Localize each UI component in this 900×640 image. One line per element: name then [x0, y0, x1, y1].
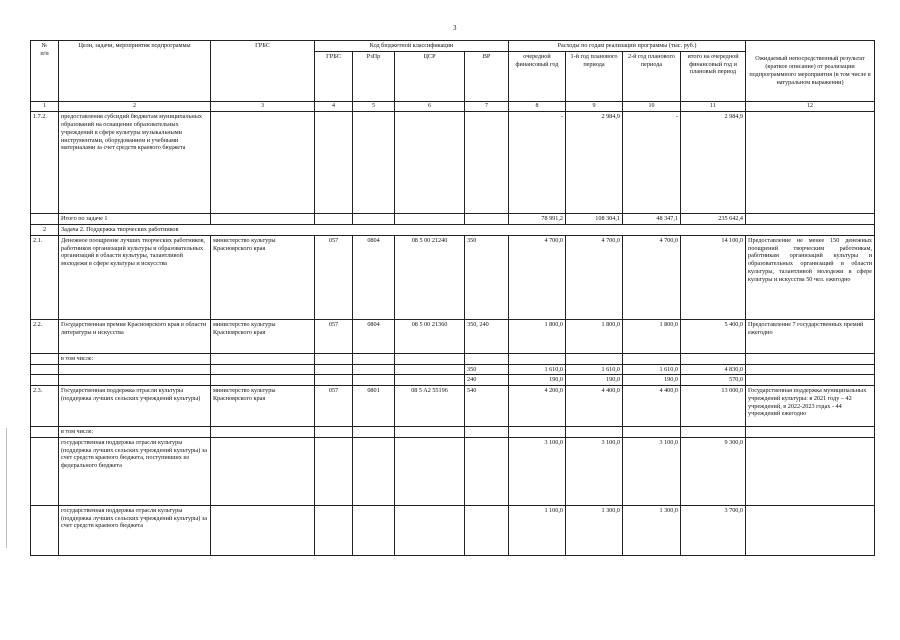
row-year2: 1 300,0	[623, 505, 681, 555]
row-year0: 78 991,2	[509, 214, 566, 225]
row-year0: 1 100,0	[509, 505, 566, 555]
table-row	[31, 505, 875, 555]
row-rzpr: 0804	[353, 235, 395, 319]
table-row	[31, 319, 875, 353]
scan-margin-line	[6, 428, 7, 548]
row-total: 235 642,4	[681, 214, 746, 225]
header-year2: 2-й год планового периода	[623, 51, 681, 101]
row-year2: 4 400,0	[623, 386, 681, 427]
header-bk-rzpr: РзПр	[353, 51, 395, 101]
row-name: Государственная поддержка отрасли культуры (поддержка лучших сельских учреждений культуры)	[59, 386, 211, 427]
row-grbs: министерство культуры Красноярского края	[211, 319, 315, 353]
row-year2: 4 700,0	[623, 235, 681, 319]
table-row	[31, 235, 875, 319]
col-number: 6	[395, 101, 465, 112]
row-total: 4 830,0	[681, 364, 746, 375]
header-result: Ожидаемый непосредственный результат (краткое описание) от реализации подпрограммного мероприятия (в том числе в натуральном выражении)	[746, 41, 875, 102]
row-rzpr: 0804	[353, 319, 395, 353]
row-year1: 3 100,0	[566, 437, 623, 505]
row-name: Денежное поощрение лучших творческих работников, работников организаций культуры и образовательных организаций в области культуры, талантливой молодежи в сфере культуры и искусства	[59, 235, 211, 319]
col-number: 10	[623, 101, 681, 112]
row-year1: 2 984,9	[566, 112, 623, 214]
row-year0: 4 200,0	[509, 386, 566, 427]
row-year2: 1 800,0	[623, 319, 681, 353]
col-number: 12	[746, 101, 875, 112]
row-year1: 1 610,0	[566, 364, 623, 375]
header-expenses: Расходы по годам реализации программы (тыс. руб.)	[509, 41, 746, 52]
row-year0: 1 800,0	[509, 319, 566, 353]
header-year0: очередной финансовый год	[509, 51, 566, 101]
row-code: 057	[315, 386, 353, 427]
col-number: 9	[566, 101, 623, 112]
col-number: 7	[465, 101, 509, 112]
row-year1: 108 304,1	[566, 214, 623, 225]
row-year2: 3 100,0	[623, 437, 681, 505]
table-row	[31, 375, 875, 386]
row-vr: 240	[465, 375, 509, 386]
row-total: 9 300,0	[681, 437, 746, 505]
row-csr: 08 5 A2 55196	[395, 386, 465, 427]
row-year0: 1 610,0	[509, 364, 566, 375]
row-total: 570,0	[681, 375, 746, 386]
row-year2: -	[623, 112, 681, 214]
row-vr: 350	[465, 235, 509, 319]
row-year2: 190,0	[623, 375, 681, 386]
row-year0: 4 700,0	[509, 235, 566, 319]
header-total: итого на очередной финансовый год и плановый период	[681, 51, 746, 101]
header-bk-csr: ЦСР	[395, 51, 465, 101]
col-number: 2	[59, 101, 211, 112]
row-total: 5 400,0	[681, 319, 746, 353]
header-grbs: ГРБС	[211, 41, 315, 102]
row-num: 2.2.	[31, 319, 59, 353]
row-vr: 350, 240	[465, 319, 509, 353]
row-total: 3 700,0	[681, 505, 746, 555]
table-row	[31, 353, 875, 364]
row-num: 2.1.	[31, 235, 59, 319]
row-result: Государственная поддержка муниципальных учреждений культуры: в 2021 году – 42 учреждений, в 2022-2023 годах - 44 учреждений ежегодно	[746, 386, 875, 427]
row-name: Итого по задаче 1	[59, 214, 211, 225]
row-subheading: в том числе:	[59, 353, 211, 364]
row-rzpr: 0801	[353, 386, 395, 427]
header-goals: Цели, задачи, мероприятия подпрограммы	[59, 41, 211, 102]
row-grbs: министерство культуры Красноярского края	[211, 386, 315, 427]
col-number: 8	[509, 101, 566, 112]
row-vr: 540	[465, 386, 509, 427]
row-year1: 1 300,0	[566, 505, 623, 555]
row-year0: 3 100,0	[509, 437, 566, 505]
row-year1: 4 700,0	[566, 235, 623, 319]
row-year0: 190,0	[509, 375, 566, 386]
col-number: 3	[211, 101, 315, 112]
table-row	[31, 386, 875, 427]
row-year2: 1 610,0	[623, 364, 681, 375]
row-year2: 48 347,1	[623, 214, 681, 225]
row-code: 057	[315, 319, 353, 353]
row-code: 057	[315, 235, 353, 319]
row-name: предоставления субсидий бюджетам муниципальных образований на оснащение образовательных учреждений в сфере культуры музыкальными инструментами, оборудованием и учебными материалами за счет средств краевого бюджета	[59, 112, 211, 214]
row-subheading: в том числе:	[59, 427, 211, 438]
page-number: 3	[453, 24, 457, 32]
row-name: Государственная премия Красноярского края в области литературы и искусства	[59, 319, 211, 353]
row-num: 2.3.	[31, 386, 59, 427]
row-result: Предоставление не менее 150 денежных поощрений творческим работникам, работникам организаций культуры и образовательных организаций в области культуры, талантливой молодежи в сфере культуры и искусства 50 чел. ежегодно	[746, 235, 875, 319]
row-year1: 4 400,0	[566, 386, 623, 427]
header-bk-vr: ВР	[465, 51, 509, 101]
header-year1: 1-й год планового периода	[566, 51, 623, 101]
col-number: 4	[315, 101, 353, 112]
table-row	[31, 437, 875, 505]
row-grbs: министерство культуры Красноярского края	[211, 235, 315, 319]
table-row	[31, 225, 875, 236]
row-vr: 350	[465, 364, 509, 375]
row-total: 13 000,0	[681, 386, 746, 427]
budget-table	[30, 40, 875, 556]
row-result: Предоставление 7 государственных премий ежегодно	[746, 319, 875, 353]
header-num: № п/п	[31, 41, 59, 102]
row-year1: 1 800,0	[566, 319, 623, 353]
table-row	[31, 364, 875, 375]
col-number: 5	[353, 101, 395, 112]
header-budget-code: Код бюджетной классификации	[315, 41, 509, 52]
row-csr: 08 5 00 21240	[395, 235, 465, 319]
col-number: 11	[681, 101, 746, 112]
row-name: государственная поддержка отрасли культуры (поддержка лучших сельских учреждений культуры) за счет средств краевого бюджета	[59, 505, 211, 555]
row-year0: -	[509, 112, 566, 214]
row-total: 2 984,9	[681, 112, 746, 214]
header-bk-grbs: ГРБС	[315, 51, 353, 101]
row-num: 1.7.2.	[31, 112, 59, 214]
row-num: 2	[31, 225, 59, 236]
table-row	[31, 214, 875, 225]
table-row	[31, 112, 875, 214]
table-row	[31, 427, 875, 438]
row-year1: 190,0	[566, 375, 623, 386]
task-title: Задача 2. Поддержка творческих работников	[59, 225, 875, 236]
row-csr: 08 5 00 21360	[395, 319, 465, 353]
col-number: 1	[31, 101, 59, 112]
row-name: государственная поддержка отрасли культуры (поддержка лучших сельских учреждений культуры) за счет средств краевого бюджета, поступивших из федерального бюджета	[59, 437, 211, 505]
row-total: 14 100,0	[681, 235, 746, 319]
